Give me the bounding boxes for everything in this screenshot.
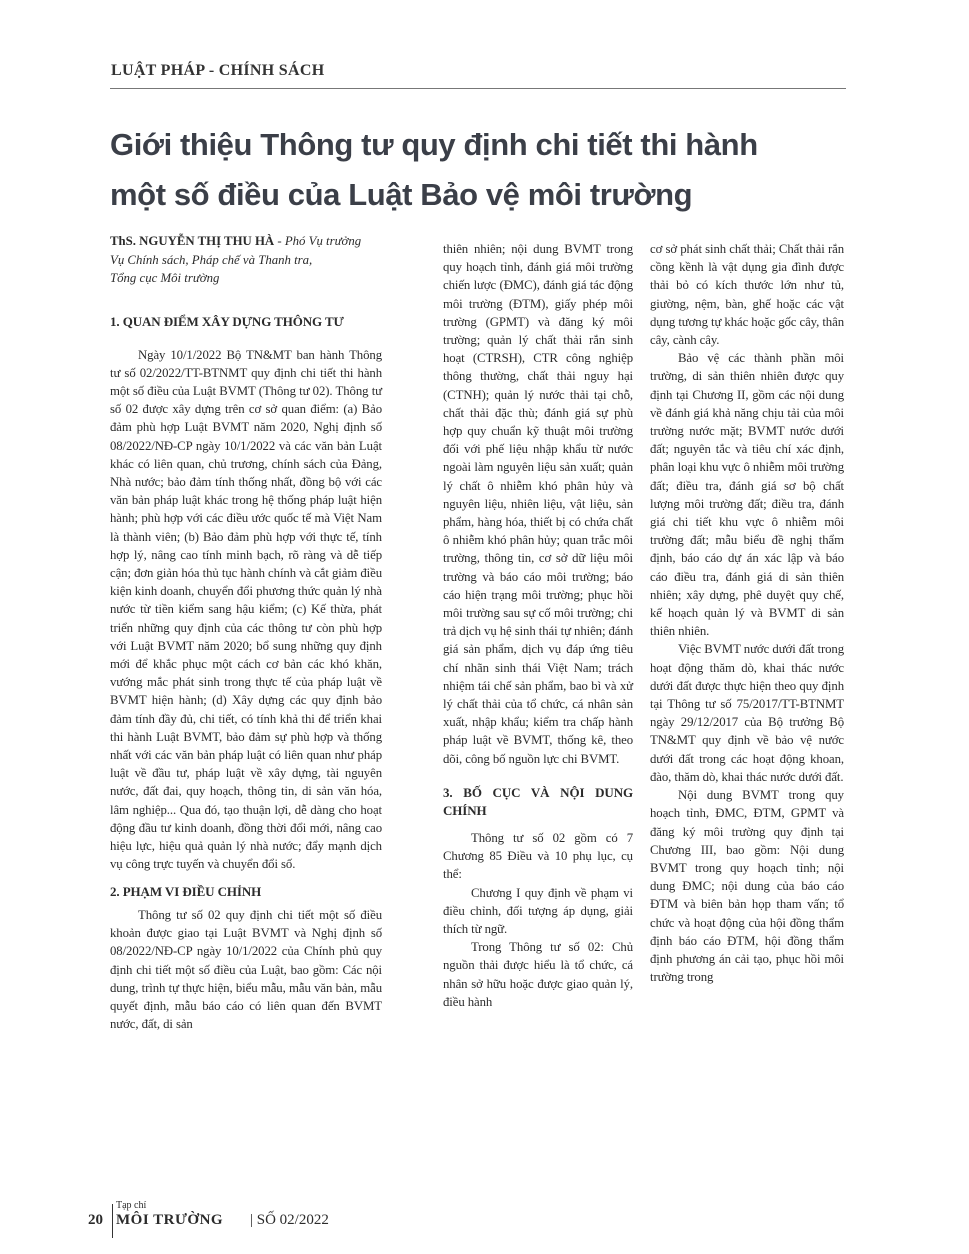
- title-line-2: một số điều của Luật Bảo vệ môi trường: [110, 177, 693, 212]
- column-1: [110, 313, 382, 1033]
- title-line-1: Giới thiệu Thông tư quy định chi tiết thi hành: [110, 127, 758, 162]
- page-number: 20: [88, 1212, 103, 1228]
- footer-divider: [112, 1204, 113, 1238]
- author-name: ThS. NGUYỄN THỊ THU HÀ: [110, 234, 275, 248]
- issue-number: | SỐ 02/2022: [250, 1212, 329, 1228]
- section-heading-1: 1. QUAN ĐIỂM XÂY DỰNG THÔNG TƯ: [110, 314, 344, 329]
- author-org: Tổng cục Môi trường: [110, 271, 220, 285]
- paragraph: thiên nhiên; nội dung BVMT trong quy hoạch tỉnh, đánh giá môi trường chiến lược (ĐMC), đánh giá tác động môi trường (ĐTM), giấy phép môi trường (GPMT) và đăng ký môi trường; quản lý chất thải rắn sinh hoạt (CTRSH), CTR công nghiệp thông thường, chất thải nguy hại (CTNH); quản lý nước thải tại chỗ, chất thải đặc thù; đánh giá sự phù hợp quy chuẩn kỹ thuật môi trường đối với phế liệu nhập khẩu từ nước ngoài làm nguyên liệu sản xuất; quản lý chất ô nhiễm khó phân hủy và nguyên liệu, nhiên liệu, vật liệu, sản phẩm, hàng hóa, thiết bị có chứa chất ô nhiễm khó phân hủy; quan trắc môi trường, thông tin, cơ sở dữ liệu môi trường và báo cáo môi trường; báo cáo hiện trạng môi trường; phục hồi môi trường sau sự cố môi trường; chi trả dịch vụ hệ sinh thái tự nhiên; đánh giá sản phẩm, dịch vụ đáp ứng tiêu chí nhãn sinh thái Việt Nam; trách nhiệm tái chế sản phẩm, bao bì và xử lý chất thải của tổ chức, cá nhân sản xuất, nhập khẩu; kiểm tra chấp hành pháp luật về BVMT, thống kê, theo dõi, công bố nguồn lực chi BVMT.: [443, 242, 633, 766]
- paragraph: Bảo vệ các thành phần môi trường, di sản thiên nhiên được quy định tại Chương II, gồm các nội dung về đánh giá khả năng chịu tải của môi trường nước mặt; BVMT nước dưới đất; nguyên tắc và tiêu chí xác định, phân loại khu vực ô nhiễm môi trường đất; điều tra, đánh giá sơ bộ chất lượng môi trường đất; điều tra, đánh giá chi tiết khu vực ô nhiễm môi trường đất; mẫu biểu đề nghị thẩm định, báo cáo dự án xác lập và báo cáo điều tra, đánh giá di sản thiên nhiên; xây dựng, phê duyệt quy chế, kế hoạch quản lý và BVMT di sản thiên nhiên.: [650, 351, 844, 639]
- section-heading-2: 2. PHẠM VI ĐIỀU CHỈNH: [110, 884, 262, 900]
- header-divider: [110, 88, 846, 89]
- paragraph: Việc BVMT nước dưới đất trong hoạt động thăm dò, khai thác nước dưới đất được thực hiện theo quy định tại Thông tư số 75/2017/TT-BTNMT ngày 29/12/2017 của Bộ trưởng Bộ TN&MT quy định về bảo vệ nước dưới đất trong các hoạt động khoan, đào, thăm dò, khai thác nước dưới đất.: [650, 642, 844, 784]
- magazine-prefix: Tạp chí: [116, 1200, 147, 1211]
- author-block: [110, 232, 430, 288]
- paragraph: Thông tư số 02 gồm có 7 Chương 85 Điều và 10 phụ lục, cụ thể:: [443, 830, 633, 882]
- magazine-name: MÔI TRƯỜNG: [116, 1212, 224, 1228]
- paragraph: Chương I quy định về phạm vi điều chỉnh, đối tượng áp dụng, giải thích từ ngữ.: [443, 885, 633, 936]
- paragraph: Thông tư số 02 quy định chi tiết một số điều khoản được giao tại Luật BVMT và Nghị định số 08/2022/NĐ-CP ngày 10/1/2022 của Chính phủ quy định chi tiết một số điều của Luật, bao gồm: Các nội dung, trình tự thực hiện, biểu mẫu, mẫu văn bản, mẫu quyết định, mẫu báo cáo có liên quan đến BVMT nước, đất, di sản: [110, 907, 382, 1032]
- section-label: LUẬT PHÁP - CHÍNH SÁCH: [111, 62, 325, 79]
- section-heading-3: 3. BỐ CỤC VÀ NỘI DUNG CHÍNH: [443, 784, 633, 819]
- paragraph: Ngày 10/1/2022 Bộ TN&MT ban hành Thông tư số 02/2022/TT-BTNMT quy định chi tiết thi hành một số điều của Luật BVMT (Thông tư 02). Thông tư số 02 được xây dựng trên cơ sở quan điểm: (a) Bảo đảm phù hợp Luật BVMT năm 2020, Nghị định số 08/2022/NĐ-CP ngày 10/1/2022 và các văn bản Luật khác có liên quan, chủ trương, chính sách của Đảng, Nhà nước; bảo đảm tính thống nhất, đồng bộ với các văn bản pháp luật khác trong hệ thống pháp luật hiện hành; phù hợp với các điều ước quốc tế mà Việt Nam là thành viên; (b) Bảo đảm phù hợp với thực tế, tính hợp lý, nâng cao tính minh bạch, rõ ràng và dễ tiếp cận; đơn giản hóa thủ tục hành chính và cắt giảm điều kiện kinh doanh, chuyển đổi phương thức quản lý nhà nước từ tiền kiểm sang hậu kiểm; (c) Kế thừa, phát triển những quy định của các thông tư còn phù hợp với Luật BVMT năm 2020; bổ sung những quy định mới để khắc phục một cách cơ bản các khó khăn, vướng mắc phát sinh trong thực tế của pháp luật về BVMT hiện hành; (d) Xây dựng các quy định bảo đảm tính đầy đủ, chi tiết, có tính khả thi để triển khai thi hành Luật BVMT, bảo đảm sự phù hợp và thống nhất với các văn bản pháp luật có liên quan như pháp luật về đầu tư, pháp luật về xây dựng, tài nguyên nước, đất đai, quy hoạch, thông tin, di sản văn hóa, lâm nghiệp... Qua đó, tạo thuận lợi, dễ dàng cho hoạt động đầu tư kinh doanh, đồng thời đổi mới, nâng cao hiệu lực, hiệu quả quản lý nhà nước; đẩy mạnh dịch vụ công trực tuyến và chuyển đổi số.: [110, 347, 382, 872]
- paragraph: cơ sở phát sinh chất thải; Chất thải rắn cồng kềnh là vật dụng gia đình được thải bỏ có kích thước lớn như tủ, giường, nệm, bàn, ghế hoặc các vật dụng tương tự khác hoặc gốc cây, thân cây, cành cây.: [650, 242, 844, 348]
- column-3: [650, 240, 844, 986]
- paragraph: Nội dung BVMT trong quy hoạch tỉnh, ĐMC, ĐTM, GPMT và đăng ký môi trường quy định tại Chương III, bao gồm: Nội dung BVMT trong quy hoạch tỉnh; nội dung ĐMC; nội dung của báo cáo ĐTM và biên bản họp tham vấn; tổ chức và hoạt động của hội đồng thẩm định báo cáo ĐTM, hội đồng thẩm định phương án cải tạo, phục hồi môi trường trong: [650, 788, 844, 985]
- author-dept: Vụ Chính sách, Pháp chế và Thanh tra,: [110, 252, 313, 267]
- page-footer: [88, 1200, 388, 1236]
- column-2: [443, 240, 633, 1011]
- paragraph: Trong Thông tư số 02: Chủ nguồn thải được hiểu là tổ chức, cá nhân sở hữu hoặc được giao quản lý, điều hành: [443, 940, 633, 1009]
- author-role: - Phó Vụ trưởng: [274, 234, 362, 248]
- article-title: [110, 120, 910, 220]
